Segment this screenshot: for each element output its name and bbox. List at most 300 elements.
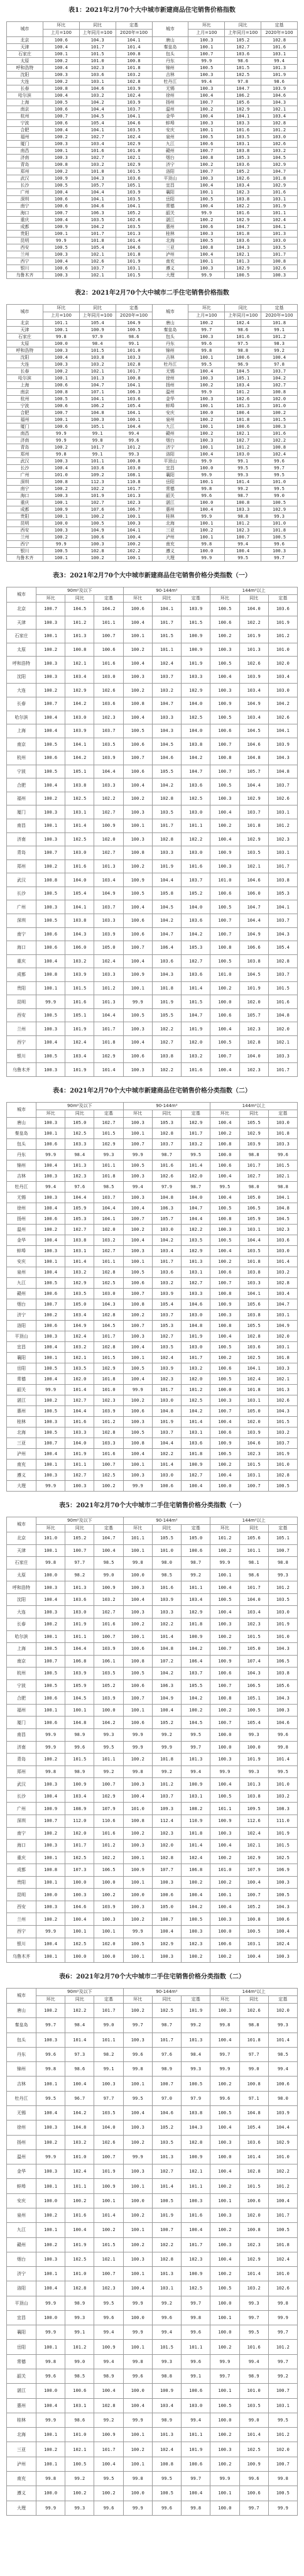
value-cell: 100.2 <box>210 1128 239 1139</box>
value-cell: 101.5 <box>268 981 297 995</box>
value-cell: 105.2 <box>116 210 152 217</box>
value-cell: 100.4 <box>210 1246 239 1257</box>
value-cell: 102.4 <box>239 1374 268 1385</box>
value-cell: 105.4 <box>239 2120 268 2135</box>
value-cell: 100.8 <box>210 1289 239 1299</box>
value-cell: 101.4 <box>94 2208 123 2222</box>
value-cell: 102.7 <box>94 1606 123 1618</box>
value-cell: 101.0 <box>268 1630 297 1643</box>
value-cell: 102.3 <box>268 1225 297 1235</box>
value-cell: 100.1 <box>43 513 79 520</box>
table-row <box>7 120 298 127</box>
value-cell: 101.2 <box>268 630 297 643</box>
value-cell: 105.3 <box>182 941 210 955</box>
value-cell: 100.0 <box>188 465 225 472</box>
city-cell: 温州 <box>7 2149 36 2164</box>
value-cell: 100.2 <box>36 1754 65 1766</box>
value-cell: 100.8 <box>43 479 79 486</box>
table-row <box>7 327 298 334</box>
value-cell: 103.5 <box>239 2398 268 2413</box>
value-cell: 100.2 <box>36 2004 65 2018</box>
value-cell: 98.5 <box>94 1182 123 1192</box>
value-cell: 100.6 <box>43 382 79 389</box>
value-cell: 102.2 <box>182 1225 210 1235</box>
value-cell: 101.0 <box>36 1532 65 1545</box>
value-cell: 102.6 <box>116 217 152 224</box>
table-row <box>7 1864 298 1877</box>
value-cell: 99.9 <box>36 2413 65 2427</box>
city-cell: 合肥 <box>7 410 43 417</box>
value-cell: 103.7 <box>182 1667 210 1680</box>
group-header: 90-144m² <box>123 1103 210 1110</box>
value-cell: 100.2 <box>123 2135 152 2149</box>
value-cell: 99.7 <box>261 465 298 472</box>
column-subheader: 定基 <box>94 1996 123 2004</box>
value-cell: 100.4 <box>210 1417 239 1427</box>
table-row <box>7 1008 298 1022</box>
city-cell: 西安 <box>7 1008 36 1022</box>
value-cell: 99.7 <box>188 327 225 334</box>
city-cell: 武汉 <box>7 873 36 887</box>
value-cell: 102.9 <box>239 2252 268 2266</box>
value-cell: 100.2 <box>94 2486 123 2501</box>
city-cell: 温州 <box>152 106 188 113</box>
city-cell: 吉林 <box>152 72 188 79</box>
city-cell: 包头 <box>7 2033 36 2047</box>
value-cell: 100.4 <box>210 2033 239 2047</box>
value-cell: 102.8 <box>261 37 298 44</box>
value-cell: 100.7 <box>210 1049 239 1063</box>
value-cell: 99.5 <box>239 2325 268 2340</box>
value-cell: 100.2 <box>188 430 225 437</box>
value-cell: 100.6 <box>43 106 79 113</box>
value-cell: 105.4 <box>116 403 152 410</box>
city-cell: 福州 <box>7 792 36 805</box>
value-cell: 98.9 <box>152 2062 181 2077</box>
value-cell: 100.1 <box>43 417 79 423</box>
city-cell: 三亚 <box>152 527 188 534</box>
value-cell: 106.3 <box>152 1679 181 1692</box>
city-cell: 北京 <box>7 37 43 44</box>
city-cell: 惠州 <box>7 2398 36 2413</box>
table-row <box>7 603 298 616</box>
value-cell: 98.9 <box>239 2369 268 2384</box>
value-cell: 99.7 <box>239 2310 268 2325</box>
column-subheader: 环比 <box>36 1525 65 1532</box>
value-cell: 100.6 <box>43 120 79 127</box>
value-cell: 99.9 <box>268 2310 297 2325</box>
value-cell: 104.3 <box>152 968 181 982</box>
table5-section <box>0 1495 304 1963</box>
table-row <box>7 751 298 765</box>
value-cell: 107.9 <box>239 1864 268 1877</box>
city-cell: 蚌埠 <box>7 1246 36 1257</box>
value-cell: 100.6 <box>210 887 239 900</box>
value-cell: 103.2 <box>94 1235 123 1246</box>
value-cell: 99.9 <box>36 2325 65 2340</box>
value-cell: 100.2 <box>43 534 79 541</box>
column-subheader: 环比 <box>123 1110 152 1118</box>
value-cell: 100.2 <box>210 2223 239 2237</box>
column-subheader: 同比 <box>239 1525 268 1532</box>
value-cell: 99.9 <box>188 555 225 562</box>
value-cell: 100.1 <box>94 1926 123 1938</box>
value-cell: 105.9 <box>239 1214 268 1225</box>
value-cell: 99.4 <box>116 430 152 437</box>
table-row <box>7 1171 298 1182</box>
city-cell: 沈阳 <box>7 670 36 684</box>
value-cell: 100.2 <box>182 1876 210 1889</box>
table-row <box>7 1704 298 1716</box>
value-cell: 103.0 <box>94 670 123 684</box>
value-cell: 102.0 <box>268 1022 297 1036</box>
city-cell: 赣州 <box>7 1289 36 1299</box>
city-cell: 惠州 <box>7 1406 36 1417</box>
value-cell: 102.3 <box>239 1063 268 1077</box>
city-cell: 太原 <box>7 643 36 657</box>
city-cell: 郑州 <box>7 168 43 175</box>
value-cell: 105.0 <box>239 1643 268 1656</box>
value-cell: 102.5 <box>239 1353 268 1363</box>
value-cell: 100.4 <box>123 1374 152 1385</box>
value-cell: 100.5 <box>36 887 65 900</box>
value-cell: 102.7 <box>225 44 261 51</box>
value-cell: 102.6 <box>261 265 298 272</box>
city-cell: 郑州 <box>7 860 36 873</box>
column-subheader: 环比 <box>123 1996 152 2004</box>
city-cell: 牡丹江 <box>7 1182 36 1192</box>
table-row <box>7 555 298 562</box>
column-header: 环比 <box>188 305 225 312</box>
value-cell: 100.6 <box>225 354 261 361</box>
value-cell: 100.2 <box>79 555 116 562</box>
value-cell: 100.0 <box>123 2384 152 2398</box>
value-cell: 102.9 <box>225 265 261 272</box>
city-cell: 遵义 <box>7 1470 36 1481</box>
value-cell: 100.8 <box>261 444 298 451</box>
value-cell: 102.1 <box>225 251 261 258</box>
value-cell: 100.2 <box>123 684 152 697</box>
value-cell: 99.2 <box>182 2018 210 2033</box>
value-cell: 103.6 <box>152 1267 181 1278</box>
value-cell: 98.2 <box>94 2047 123 2061</box>
table-row <box>7 1139 298 1150</box>
value-cell: 104.2 <box>65 2105 94 2120</box>
value-cell: 105.9 <box>65 1203 94 1214</box>
value-cell: 100.0 <box>210 2149 239 2164</box>
value-cell: 98.1 <box>239 1557 268 1569</box>
value-cell: 99.5 <box>182 1729 210 1742</box>
value-cell: 100.7 <box>123 1214 152 1225</box>
value-cell: 101.6 <box>79 148 116 155</box>
value-cell: 100.3 <box>43 527 79 534</box>
value-cell: 100.3 <box>36 1840 65 1852</box>
value-cell: 100.3 <box>36 2164 65 2179</box>
value-cell: 103.2 <box>268 1267 297 1278</box>
value-cell: 100.5 <box>268 2486 297 2501</box>
value-cell: 102.6 <box>225 396 261 403</box>
city-cell: 重庆 <box>7 499 43 506</box>
value-cell: 103.9 <box>116 189 152 196</box>
value-cell: 100.3 <box>43 493 79 499</box>
value-cell: 102.0 <box>65 1827 94 1840</box>
value-cell: 103.6 <box>182 778 210 792</box>
value-cell: 99.9 <box>36 2296 65 2310</box>
value-cell: 103.8 <box>152 1049 181 1063</box>
value-cell: 100.7 <box>36 697 65 711</box>
value-cell: 101.4 <box>239 2428 268 2442</box>
city-cell: 昆明 <box>7 995 36 1009</box>
value-cell: 103.6 <box>182 1438 210 1449</box>
value-cell: 100.3 <box>36 1246 65 1257</box>
city-cell: 韶关 <box>152 210 188 217</box>
city-cell: 湛江 <box>152 499 188 506</box>
value-cell: 103.2 <box>65 1342 94 1353</box>
value-cell: 100.4 <box>188 451 225 458</box>
header-row <box>7 1989 298 1996</box>
value-cell: 103.1 <box>261 196 298 203</box>
city-cell: 韶关 <box>7 2369 36 2384</box>
value-cell: 100.5 <box>210 1235 239 1246</box>
value-cell: 105.5 <box>152 1008 181 1022</box>
value-cell: 100.2 <box>123 2004 152 2018</box>
value-cell: 100.1 <box>94 2193 123 2208</box>
value-cell: 101.7 <box>268 860 297 873</box>
city-cell: 烟台 <box>152 155 188 161</box>
column-subheader: 同比 <box>65 1996 94 2004</box>
city-cell: 合肥 <box>7 1692 36 1705</box>
value-cell: 100.4 <box>210 670 239 684</box>
value-cell: 104.4 <box>94 1008 123 1022</box>
value-cell: 100.5 <box>210 1790 239 1803</box>
value-cell: 100.4 <box>182 1481 210 1492</box>
value-cell: 100.9 <box>182 1460 210 1470</box>
value-cell: 104.5 <box>239 724 268 738</box>
value-cell: 102.4 <box>116 92 152 99</box>
value-cell: 101.2 <box>225 520 261 527</box>
value-cell: 103.6 <box>268 603 297 616</box>
city-cell: 泉州 <box>152 417 188 423</box>
column-subheader: 上年同月=100 <box>79 30 116 37</box>
value-cell: 100.8 <box>36 873 65 887</box>
value-cell: 100.7 <box>94 2267 123 2281</box>
value-cell: 103.7 <box>182 873 210 887</box>
value-cell: 99.9 <box>36 1385 65 1395</box>
table-row <box>7 1310 298 1321</box>
value-cell: 100.8 <box>188 244 225 251</box>
value-cell: 101.6 <box>261 430 298 437</box>
city-cell: 湛江 <box>7 1395 36 1406</box>
table3-section <box>0 565 304 1077</box>
table-row <box>7 941 298 955</box>
value-cell: 100.7 <box>210 765 239 778</box>
city-cell: 济宁 <box>152 444 188 451</box>
value-cell: 101.5 <box>239 2179 268 2193</box>
value-cell: 105.2 <box>65 1532 94 1545</box>
value-cell: 100.4 <box>36 1267 65 1278</box>
value-cell: 99.6 <box>116 437 152 444</box>
value-cell: 103.1 <box>239 1470 268 1481</box>
value-cell: 105.0 <box>239 1406 268 1417</box>
value-cell: 99.9 <box>188 472 225 479</box>
value-cell: 100.9 <box>182 643 210 657</box>
value-cell: 99.5 <box>182 1150 210 1160</box>
value-cell: 100.6 <box>123 1049 152 1063</box>
value-cell: 100.2 <box>36 2208 65 2222</box>
value-cell: 101.3 <box>261 231 298 237</box>
value-cell: 100.7 <box>152 2077 181 2091</box>
value-cell: 106.1 <box>94 1655 123 1667</box>
value-cell: 103.6 <box>239 1342 268 1353</box>
value-cell: 99.9 <box>188 458 225 465</box>
table-row <box>7 486 298 493</box>
value-cell: 102.8 <box>152 792 181 805</box>
city-cell: 石家庄 <box>7 51 43 58</box>
value-cell: 100.3 <box>36 670 65 684</box>
value-cell: 100.9 <box>182 1778 210 1791</box>
table-row <box>7 44 298 51</box>
value-cell: 110.6 <box>94 1815 123 1827</box>
value-cell: 104.3 <box>94 1299 123 1310</box>
city-cell: 哈尔滨 <box>7 1630 36 1643</box>
value-cell: 102.1 <box>239 1840 268 1852</box>
table-row <box>7 217 298 224</box>
value-cell: 101.1 <box>65 1630 94 1643</box>
table-row <box>7 347 298 354</box>
value-cell: 100.1 <box>210 2486 239 2501</box>
value-cell: 104.6 <box>239 873 268 887</box>
value-cell: 98.9 <box>65 1729 94 1742</box>
value-cell: 100.3 <box>188 85 225 92</box>
value-cell: 99.6 <box>36 2047 65 2061</box>
value-cell: 109.3 <box>152 1803 181 1815</box>
value-cell: 99.7 <box>123 2018 152 2033</box>
value-cell: 103.3 <box>268 1363 297 1374</box>
value-cell: 105.5 <box>182 1679 210 1692</box>
value-cell: 103.9 <box>152 1289 181 1299</box>
value-cell: 101.2 <box>268 2428 297 2442</box>
value-cell: 100.5 <box>123 1160 152 1171</box>
value-cell: 100.6 <box>239 2486 268 2501</box>
value-cell: 104.2 <box>79 99 116 106</box>
value-cell: 100.8 <box>123 697 152 711</box>
value-cell: 100.1 <box>123 819 152 833</box>
value-cell: 103.0 <box>261 134 298 141</box>
value-cell: 100.1 <box>123 2179 152 2193</box>
value-cell: 105.3 <box>152 1321 181 1331</box>
value-cell: 100.2 <box>43 368 79 375</box>
value-cell: 100.4 <box>43 465 79 472</box>
value-cell: 104.1 <box>116 410 152 417</box>
value-cell: 100.3 <box>188 72 225 79</box>
value-cell: 100.1 <box>36 2267 65 2281</box>
value-cell: 100.3 <box>210 1618 239 1630</box>
city-cell: 上海 <box>7 724 36 738</box>
table-row <box>7 2237 298 2252</box>
city-cell: 九江 <box>7 2223 36 2237</box>
column-subheader: 定基 <box>182 595 210 603</box>
value-cell: 102.7 <box>94 805 123 819</box>
value-cell: 100.7 <box>43 210 79 217</box>
value-cell: 101.0 <box>210 873 239 887</box>
value-cell: 100.4 <box>261 354 298 361</box>
value-cell: 104.8 <box>79 410 116 417</box>
city-cell: 金华 <box>7 1235 36 1246</box>
table-row <box>7 437 298 444</box>
value-cell: 104.8 <box>239 2105 268 2120</box>
value-cell: 101.6 <box>65 995 94 1009</box>
table-row <box>7 1593 298 1606</box>
value-cell: 99.3 <box>239 1766 268 1778</box>
value-cell: 101.9 <box>65 1063 94 1077</box>
table-row <box>7 1754 298 1766</box>
value-cell: 101.0 <box>94 1385 123 1395</box>
column-subheader: 上年同月=100 <box>79 312 116 320</box>
value-cell: 100.8 <box>123 1299 152 1310</box>
value-cell: 100.3 <box>36 805 65 819</box>
value-cell: 99.1 <box>116 341 152 347</box>
value-cell: 103.8 <box>79 354 116 361</box>
table-row <box>7 684 298 697</box>
value-cell: 101.2 <box>116 444 152 451</box>
value-cell: 102.9 <box>65 684 94 697</box>
city-cell: 银川 <box>7 1938 36 1950</box>
value-cell: 101.1 <box>94 2033 123 2047</box>
value-cell: 103.5 <box>268 1593 297 1606</box>
value-cell: 99.9 <box>36 995 65 1009</box>
value-cell: 100.9 <box>210 697 239 711</box>
value-cell: 99.3 <box>268 1569 297 1581</box>
value-cell: 103.5 <box>261 244 298 251</box>
value-cell: 103.1 <box>65 1246 94 1257</box>
city-cell: 岳阳 <box>152 479 188 486</box>
value-cell: 100.1 <box>188 520 225 527</box>
value-cell: 100.5 <box>261 534 298 541</box>
value-cell: 105.1 <box>65 1008 94 1022</box>
city-cell: 重庆 <box>7 217 43 224</box>
city-cell: 广州 <box>7 472 43 479</box>
table-row <box>7 1438 298 1449</box>
city-cell: 成都 <box>7 1864 36 1877</box>
value-cell: 100.4 <box>43 92 79 99</box>
city-cell: 长春 <box>7 697 36 711</box>
value-cell: 105.1 <box>225 375 261 382</box>
value-cell: 103.4 <box>79 141 116 148</box>
value-cell: 100.1 <box>43 148 79 155</box>
city-cell: 济南 <box>7 155 43 161</box>
value-cell: 103.6 <box>268 1235 297 1246</box>
value-cell: 100.7 <box>36 846 65 860</box>
city-cell: 温州 <box>152 389 188 396</box>
value-cell: 100.3 <box>123 1778 152 1791</box>
column-subheader: 同比 <box>152 1525 181 1532</box>
value-cell: 101.5 <box>94 1353 123 1363</box>
value-cell: 99.9 <box>188 513 225 520</box>
value-cell: 100.2 <box>36 1395 65 1406</box>
column-header-city: 城市 <box>7 1103 36 1118</box>
table3-body <box>7 603 298 1077</box>
table-row <box>7 1225 298 1235</box>
value-cell: 100.4 <box>152 1704 181 1716</box>
value-cell: 100.0 <box>43 341 79 347</box>
value-cell: 104.7 <box>261 168 298 175</box>
value-cell: 100.0 <box>94 1876 123 1889</box>
value-cell: 103.6 <box>116 396 152 403</box>
value-cell: 101.0 <box>261 520 298 527</box>
value-cell: 101.7 <box>268 1063 297 1077</box>
value-cell: 103.8 <box>65 778 94 792</box>
value-cell: 102.4 <box>225 320 261 327</box>
